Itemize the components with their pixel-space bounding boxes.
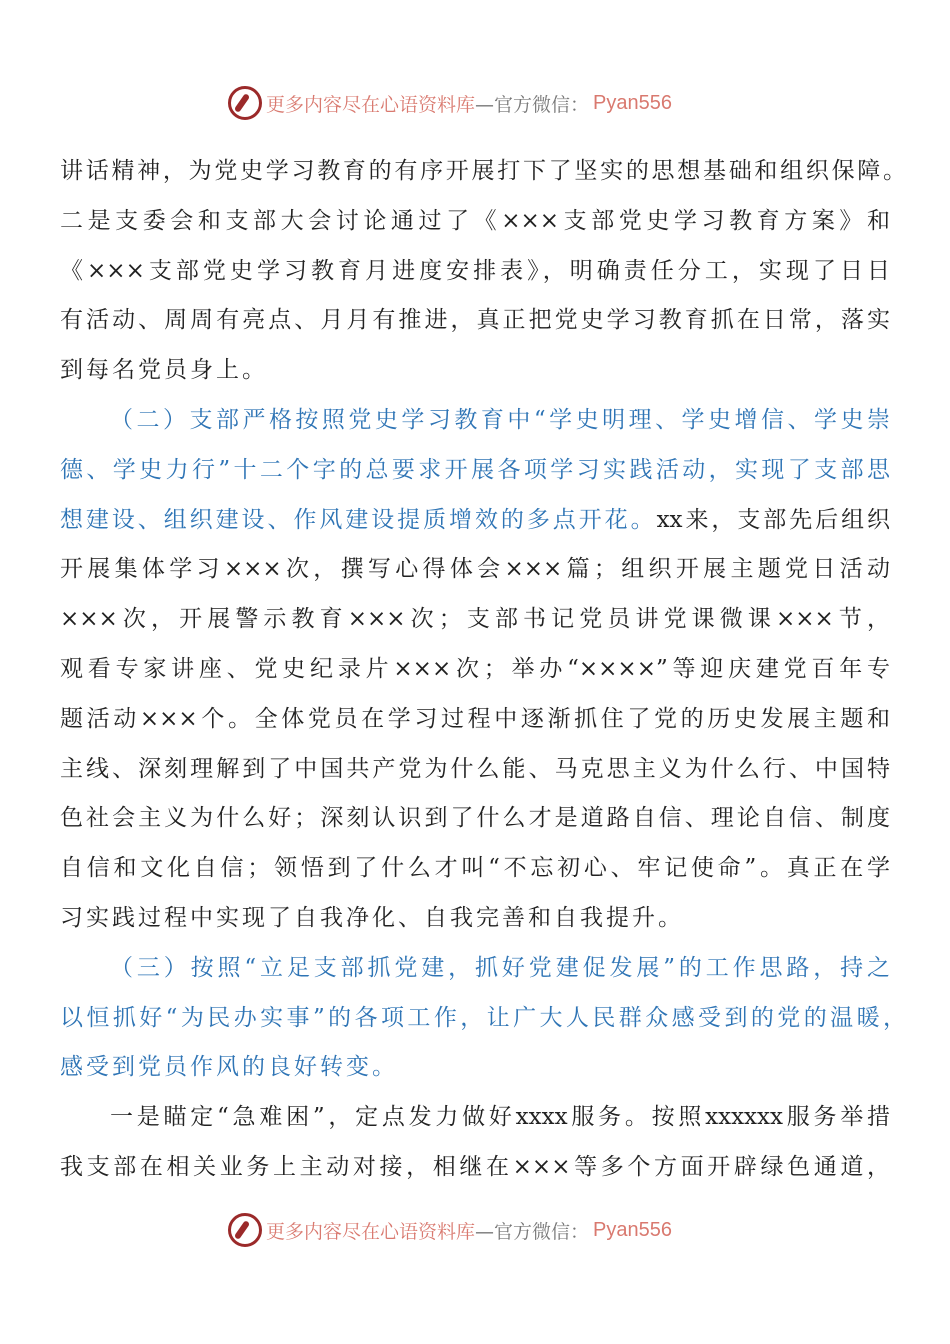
banner-text: 更多内容尽在心语资料库 <box>266 93 476 116</box>
text-line <box>60 206 890 236</box>
text-line <box>60 505 890 535</box>
text-segment: 开展集体学习×××次，撰写心得体会×××篇；组织开展主题党日活动 <box>60 556 890 583</box>
text-segment: 主线、深刻理解到了中国共产党为什么能、马克思主义为什么行、中国特 <box>60 755 890 782</box>
pen-logo-icon <box>228 86 262 120</box>
text-segment: 习实践过程中实现了自我净化、自我完善和自我提升。 <box>60 905 684 931</box>
text-segment: 我支部在相关业务上主动对接，相继在×××等多个方面开辟绿色通道， <box>60 1154 890 1180</box>
text-line <box>60 355 890 385</box>
text-segment: 到每名党员身上。 <box>60 357 268 384</box>
header-banner <box>228 85 672 121</box>
text-line <box>110 405 890 435</box>
text-line <box>60 754 890 784</box>
text-line <box>60 853 890 883</box>
banner-wechat-label: —官方微信： <box>475 93 590 116</box>
pen-logo-icon <box>228 1213 262 1247</box>
text-segment: 《×××支部党史学习教育月进度安排表》，明确责任分工，实现了日日 <box>60 257 890 284</box>
text-line <box>60 803 890 833</box>
text-segment: 观看专家讲座、党史纪录片×××次；举办“××××”等迎庆建党百年专 <box>60 656 890 682</box>
text-line <box>60 256 890 286</box>
text-line <box>60 903 890 933</box>
banner-text: 更多内容尽在心语资料库 <box>266 1220 476 1243</box>
text-line <box>60 1152 890 1182</box>
banner-wechat-id: Pyan556 <box>593 91 672 114</box>
text-segment: 一是瞄定“急难困”，定点发力做好xxxx服务。按照xxxxxx服务举措 <box>110 1104 890 1131</box>
text-line <box>110 953 890 983</box>
text-line <box>60 305 890 335</box>
text-line <box>60 704 890 734</box>
text-segment: 二是支委会和支部大会讨论通过了《×××支部党史学习教育方案》和 <box>60 207 890 234</box>
text-line <box>60 156 906 186</box>
text-segment: 有活动、周周有亮点、月月有推进，真正把党史学习教育抓在日常，落实 <box>60 307 890 334</box>
text-segment: ×××次，开展警示教育×××次；支部书记党员讲党课微课×××节， <box>60 606 890 633</box>
text-segment: 想建设、组织建设、作风建设提质增效的多点开花。 <box>60 506 657 533</box>
text-line <box>60 654 890 684</box>
text-line <box>60 554 890 584</box>
banner-wechat-id: Pyan556 <box>593 1218 672 1241</box>
text-segment: 德、学史力行”十二个字的总要求开展各项学习实践活动，实现了支部思 <box>60 456 890 483</box>
text-segment: （三）按照“立足支部抓党建，抓好党建促发展”的工作思路，持之 <box>110 954 890 981</box>
text-segment: 以恒抓好“为民办实事”的各项工作，让广大人民群众感受到的党的温暖， <box>60 1004 906 1031</box>
text-segment: 自信和文化自信；领悟到了什么才叫“不忘初心、牢记使命”。真正在学 <box>60 855 890 882</box>
text-line <box>60 1003 906 1033</box>
text-segment: 色社会主义为什么好；深刻认识到了什么才是道路自信、理论自信、制度 <box>60 805 890 832</box>
text-line <box>60 1052 890 1082</box>
text-line <box>110 1102 890 1132</box>
text-line <box>60 455 890 485</box>
footer-banner <box>228 1212 672 1248</box>
text-segment: 感受到党员作风的良好转变。 <box>60 1054 398 1081</box>
banner-wechat-label: —官方微信： <box>475 1220 590 1243</box>
text-segment: 讲话精神，为党史学习教育的有序开展打下了坚实的思想基础和组织保障。 <box>60 158 906 184</box>
text-segment: xx来，支部先后组织 <box>656 506 891 533</box>
text-segment: （二）支部严格按照党史学习教育中“学史明理、学史增信、学史崇 <box>110 407 890 433</box>
text-segment: 题活动×××个。全体党员在学习过程中逐渐抓住了党的历史发展主题和 <box>60 705 890 732</box>
text-line <box>60 604 890 634</box>
